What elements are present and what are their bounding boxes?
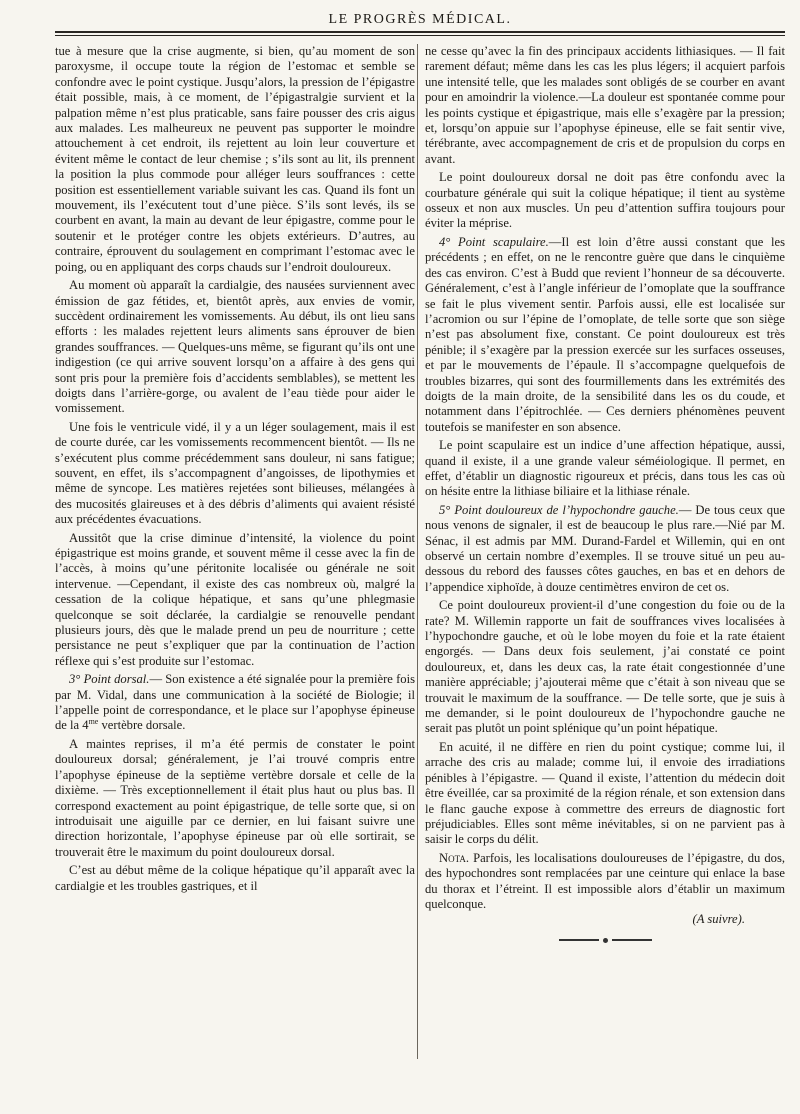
page-header: LE PROGRÈS MÉDICAL.: [328, 12, 512, 27]
paragraph-text: — Son existence a été signalée pour la première fois par M. Vidal, dans une communication à la société de Biologie; il l’appelle point de correspondance, et le place sur l’apophyse épineuse de la 4: [55, 672, 415, 733]
nota-label: Nota.: [439, 850, 470, 865]
paragraph-text: Parfois, les localisations douloureuses de l’épigastre, du dos, des hypochondres sont remplacées par une ceinture qui enlace la base du thorax et l’étreint. Il est impossible alors d’établir un maximum quelconque.: [425, 850, 785, 911]
paragraph-point-dorsal: [55, 672, 415, 734]
paragraph-point-scapulaire: [425, 235, 785, 435]
paragraph: En acuité, il ne diffère en rien du point cystique; comme lui, il arrache des cris au malade; comme lui, il envoie des irradiations pénibles à l’épigastre. — Quand il existe, l’attention du médecin doit être éveillée, car sa proximité de la région rénale, et son extension dans le flanc gauche expose à commettre des erreurs de diagnostic fort préjudiciables. Elles sont même inévitables, si on ne parvient pas à saisir le corps du délit.: [425, 739, 785, 847]
nota-paragraph: [425, 851, 785, 913]
paragraph: Le point douloureux dorsal ne doit pas être confondu avec la courbature générale qui suit la colique hépatique; il tient au système osseux et non aux muscles. Un peu d’attention suffira toujours pour éviter la méprise.: [425, 170, 785, 231]
end-ornament: [545, 938, 665, 943]
to-be-continued: [425, 912, 785, 927]
paragraph: Le point scapulaire est un indice d’une affection hépatique, aussi, quand il existe, il a une grande valeur séméiologique. Il permet, en effet, d’établir un diagnostic rigoureux et précis, dans tous les cas où on hésite entre la lithiase biliaire et la lithiase rénale.: [425, 438, 785, 499]
header-rule-thin: [55, 35, 785, 36]
header-rule: [55, 31, 785, 33]
paragraph: A maintes reprises, il m’a été permis de constater le point douloureux dorsal; généralement, je l’ai trouvé compris entre l’apophyse épineuse de la septième vertèbre dorsale et celle de la dixième. — Très exceptionnellement il était plus haut ou plus bas. Il correspond exactement au point épigastrique, de telle sorte que, si on introduisait une aiguille par ce dernier, en lui faisant suivre une direction horizontale, l’apophyse épineuse par où elle sortirait, se trouverait être le maximum du point douloureux dorsal.: [55, 736, 415, 859]
paragraph: Aussitôt que la crise diminue d’intensité, la violence du point épigastrique est moins grande, et souvent même il cesse avec la fin de l’accès, à moins qu’une péritonite localisée ou générale ne soit intervenue. —Cependant, il existe des cas nombreux où, malgré la cessation de la colique hépatique, et sans qu’une phlegmasie quelconque se soit déclarée, la cardialgie se renouvelle pendant plusieurs jours, dès que le malade prend un peu de nourriture ; cette persistance ne peut s’expliquer que par la continuation de l’action réflexe qui s’est produite sur l’estomac.: [55, 530, 415, 668]
right-column: [425, 44, 785, 943]
paragraph: tue à mesure que la crise augmente, si bien, qu’au moment de son paroxysme, il occupe toute la région de l’estomac et semble se confondre avec le point cystique. Jusqu’alors, la pression de l’épigastre était possible, mais, à ce moment, de l’épigastralgie survient et la palpation même n’est plus praticable, sans faire pousser des cris aigus aux malades. Les malheureux ne peuvent pas supporter le moindre attouchement à cet endroit, ils rejettent au loin leur couverture et évitent même le contact de leur chemise ; s’ils sont au lit, ils prennent la position la plus commode pour alléger leurs souffrances : cette position est essentiellement variable suivant les cas. Quand ils font un mouvement, ils l’exécutent tout d’une pièce. S’ils sont levés, ils se courbent en avant, la main au devant de leur épigastre, comme pour le soutenir et le protéger contre les objets extérieurs. D’autres, au contraire, éprouvent du soulagement en comprimant l’estomac avec le poing, ou en appliquant des corps chauds sur l’endroit douloureux.: [55, 44, 415, 274]
superscript: me: [88, 717, 99, 727]
paragraph-text: — De tous ceux que nous venons de signaler, il est de beaucoup le plus rare.—Nié par M. Sénac, il est admis par MM. Durand-Fardel et Willemin, qui en ont observé un certain nombre d’exemples. Il se trouve situé un peu au-dessous du rebord des fausses côtes gauches, en bas et en dehors de l’appendice xiphoïde, à douze centimètres environ de cet os.: [425, 502, 785, 594]
paragraph: C’est au début même de la colique hépatique qu’il apparaît avec la cardialgie et les troubles gastriques, et il: [55, 863, 415, 893]
column-divider: [417, 44, 418, 1059]
paragraph: Au moment où apparaît la cardialgie, des nausées surviennent avec émission de gaz fétides, et, bientôt après, aux envies de vomir, succèdent ordinairement les vomissements. Au début, ils ont lieu sans efforts : les malades rejettent leurs aliments sans éprouver de bien grandes souffrances. — Quelques-uns même, se figurant qu’ils ont une indigestion (ce qui arrive souvent lorsqu’on a affaire à des gens qui sont pris pour la première fois d’accidents semblables), se mettent les doigts dans l’arrière-gorge, ou avalent de l’eau tiède pour aider le vomissement.: [55, 278, 415, 416]
suivre-text: (A suivre).: [692, 912, 745, 927]
section-heading: 5° Point douloureux de l’hypochondre gauche.: [439, 502, 679, 517]
paragraph-text: vertèbre dorsale.: [98, 718, 186, 733]
section-heading: 3° Point dorsal.: [69, 672, 150, 687]
paragraph: ne cesse qu’avec la fin des principaux accidents lithiasiques. — Il fait rarement défaut; même dans les cas les plus légers; il acquiert parfois une intensité telle, que les malades sont obligés de se courber en avant pour en amoindrir la violence.—La douleur est spontanée comme pour les points cystique et épigastrique, mais elle s’exagère par la pression; et, lorsqu’on appuie sur l’apophyse épineuse, elle se fait sentir vive, térébrante, avec accompagnement de cris et de propulsion du corps en avant.: [425, 44, 785, 166]
paragraph-text: —Il est loin d’être aussi constant que les précédents ; en effet, on ne le rencontre guère que dans le cinquième des cas environ. C’est à Budd que revient l’honneur de sa découverte. Généralement, c’est à l’angle inférieur de l’omoplate que la souffrance se fait le plus vivement sentir. Parfois aussi, elle est localisée sur l’acromion ou sur l’épine de l’omoplate, de telle sorte que son siège n’est pas absolument fixe, constant. Ce point douloureux est très pénible; il s’exagère par la pression exercée sur les surfaces osseuses, et par le mouvements de l’épaule. Il s’accompagne quelquefois de troubles bizarres, qui sont des fourmillements dans les extrémités des doigts de la main droite, de la sensibilité dans les os du coude, et notamment dans l’épitrochlée. — Ces derniers phénomènes peuvent toutefois se manifester en son absence.: [425, 234, 785, 434]
paragraph: Une fois le ventricule vidé, il y a un léger soulagement, mais il est de courte durée, car les vomissements recommencent bientôt. — Ils ne s’exécutent plus comme précédemment sans douleur, ni sans fatigue; souvent, en effet, ils s’accompagnent d’angoisses, de lipothymies et même de syncope. Les matières rejetées sont bilieuses, mélangées à des mucosités glaireuses et à des débris d’aliments qui avaient résisté aux précédentes évacuations.: [55, 419, 415, 527]
paragraph-hypochondre: [425, 503, 785, 595]
left-column: [55, 44, 415, 894]
section-heading: 4° Point scapulaire.: [439, 234, 549, 249]
paragraph: Ce point douloureux provient-il d’une congestion du foie ou de la rate? M. Willemin rapporte un fait de souffrances vives localisées à l’hypochondre gauche, et où le lobe moyen du foie et la rate étaient engorgés. — Dans deux fois seulement, j’ai constaté ce point douloureux, et, dans les deux cas, la rate était congestionnée d’une manière appréciable; j’ajouterai même que c’était à son niveau que se trouvait le maximum de la souffrance. — De telle sorte, que je suis à me demander, si le point douloureux de l’hypochondre gauche ne serait pas plutôt un point splénique qu’un point hépatique.: [425, 598, 785, 736]
